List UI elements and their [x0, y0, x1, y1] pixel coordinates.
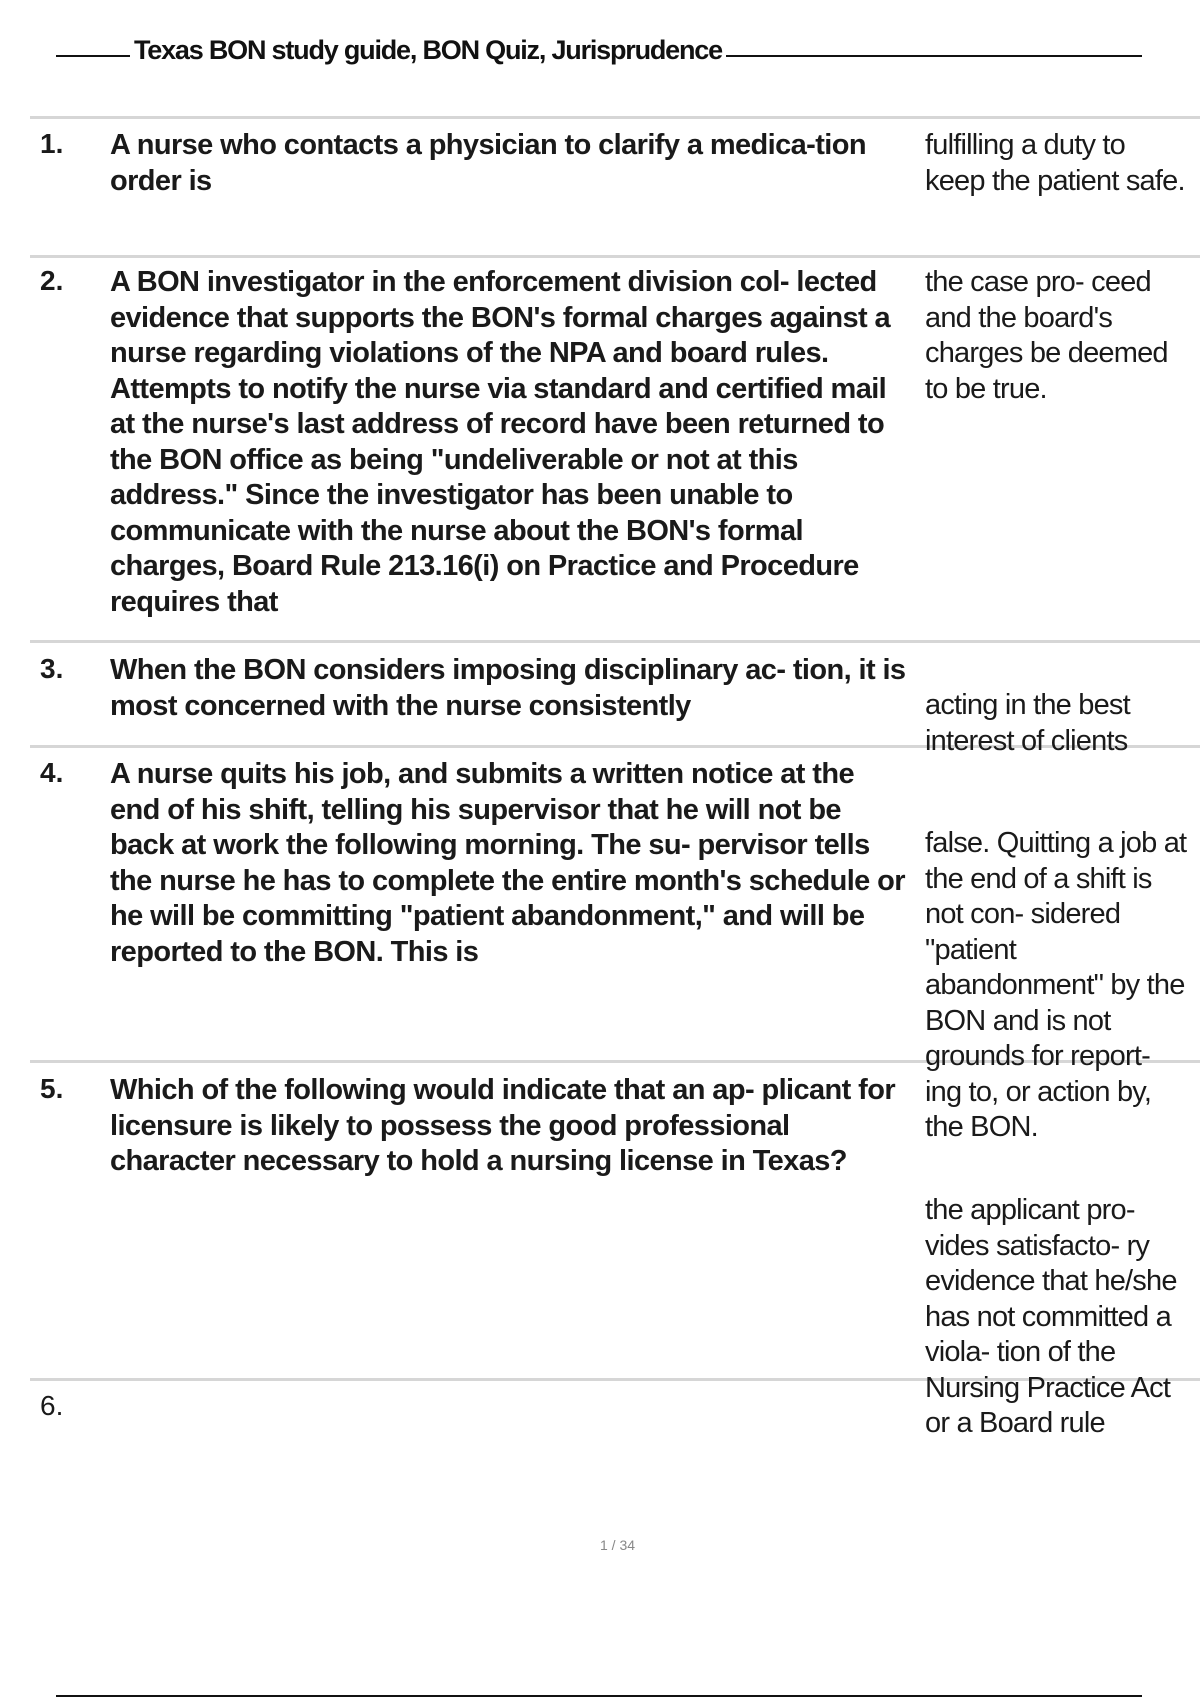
item-number: 3.: [40, 653, 64, 684]
row-divider: [30, 640, 1200, 643]
question-text: When the BON considers imposing disciplinary ac- tion, it is most concerned with the nurse consistently: [110, 654, 906, 722]
item-number: 5.: [40, 1073, 64, 1104]
item-number: 4.: [40, 757, 64, 788]
answer-text: false. Quitting a job at the end of a shift is not con- sidered "patient abandonment" by the BON and is not grounds for report- ing to, or action by, the BON.: [925, 827, 1187, 1143]
question-text: A nurse quits his job, and submits a written notice at the end of his shift, telling his supervisor that he will not be back at work the following morning. The su- pervisor tells the nurse he has to complete the entire month's schedule or he will be committing "patient abandonment," and will be reported to the BON. This is: [110, 758, 905, 968]
page-title: Texas BON study guide, BON Quiz, Jurisprudence: [130, 35, 726, 66]
row-divider: [30, 116, 1200, 119]
item-number: 1.: [40, 128, 64, 159]
question-text: A BON investigator in the enforcement division col- lected evidence that supports the BON's formal charges against a nurse regarding violations of the NPA and board rules. Attempts to notify the nurse via standard and certified mail at the nurse's last address of record have been returned to the BON office as being "undeliverable or not at this address." Since the investigator has been unable to communicate with the nurse about the BON's formal charges, Board Rule 213.16(i) on Practice and Procedure requires that: [110, 266, 891, 618]
answer-text: the case pro- ceed and the board's charges be deemed to be true.: [925, 266, 1168, 405]
question-text: Which of the following would indicate that an ap- plicant for licensure is likely to possess the good professional character necessary to hold a nursing license in Texas?: [110, 1074, 896, 1177]
item-number: 2.: [40, 265, 64, 296]
item-number: 6.: [40, 1390, 64, 1421]
answer-text: fulfilling a duty to keep the patient safe.: [925, 129, 1185, 197]
page-number: 1 / 34: [599, 1537, 636, 1553]
footer-rule: [56, 1695, 1142, 1697]
row-divider: [30, 255, 1200, 258]
question-text: A nurse who contacts a physician to clarify a medica-tion order is: [110, 129, 866, 197]
answer-text: acting in the best interest of clients: [925, 689, 1130, 757]
answer-text: the applicant pro- vides satisfacto- ry evidence that he/she has not committed a viola- tion of the Nursing Practice Act or a Board rule: [925, 1194, 1177, 1439]
